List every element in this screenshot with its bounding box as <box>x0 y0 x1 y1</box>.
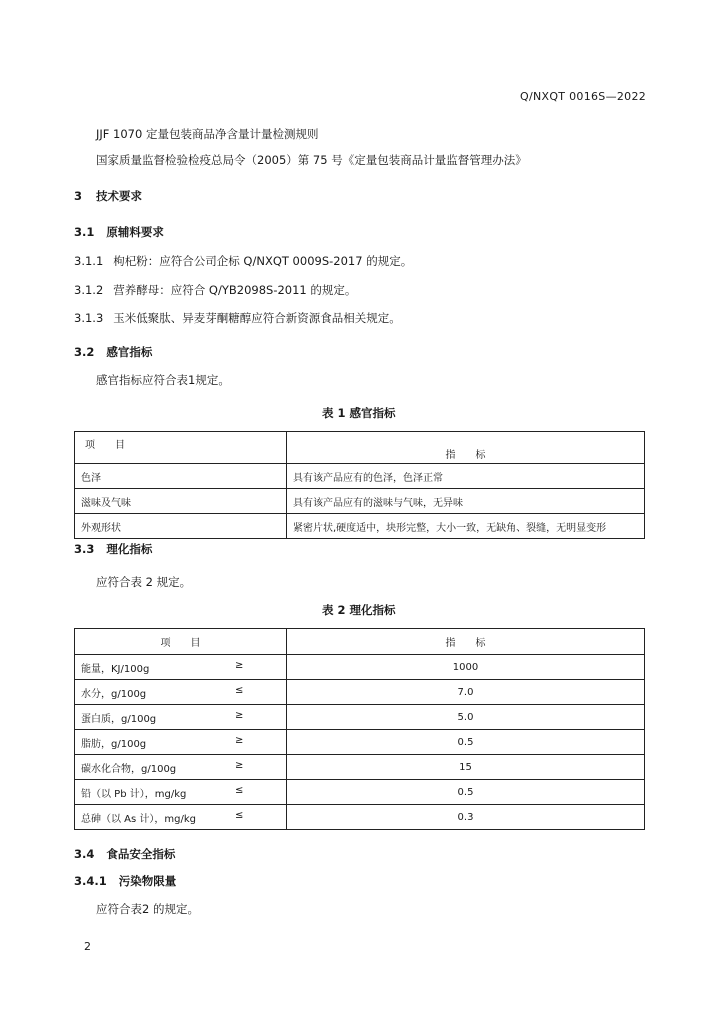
clause-number: 3.1.3 <box>74 311 104 325</box>
table-header-row <box>75 432 645 464</box>
section-number: 3 <box>74 189 83 203</box>
section-title: 污染物限量 <box>118 874 177 888</box>
section-number: 3.4.1 <box>74 874 107 888</box>
clause-text: 枸杞粉：应符合公司企标 Q/NXQT 0009S-2017 的规定。 <box>113 254 413 268</box>
table-cell: 紧密片状,硬度适中，块形完整，大小一致，无缺角、裂缝，无明显变形 <box>287 514 645 539</box>
reference-item: JJF 1070 定量包装商品净含量计量检测规则 <box>96 127 319 141</box>
comparison-operator: ≥ <box>235 709 244 721</box>
clause-number: 3.1.1 <box>74 254 104 268</box>
item-name: 水分，g/100g <box>81 688 147 700</box>
table-cell: 滋味及气味 <box>75 489 287 514</box>
table-row <box>75 705 645 730</box>
section-3-4-1-heading <box>74 873 176 889</box>
table-cell: 色泽 <box>75 464 287 489</box>
table-header-cell: 指 标 <box>287 629 645 655</box>
standard-number: Q/NXQT 0016S—2022 <box>520 90 647 103</box>
table-cell: 0.5 <box>287 730 645 755</box>
table-cell: 外观形状 <box>75 514 287 539</box>
table-row <box>75 489 645 514</box>
section-title: 食品安全指标 <box>106 847 176 861</box>
table-cell <box>75 730 287 755</box>
table-header-cell: 项 目 <box>75 432 287 464</box>
table-cell <box>75 780 287 805</box>
section-3-2-heading <box>74 344 152 360</box>
table-cell <box>75 805 287 830</box>
clause-number: 3.1.2 <box>74 283 104 297</box>
section-number: 3.2 <box>74 345 95 359</box>
table-cell: 具有该产品应有的滋味与气味，无异味 <box>287 489 645 514</box>
item-name: 碳水化合物，g/100g <box>81 763 177 775</box>
table-row <box>75 655 645 680</box>
section-3-2-text: 感官指标应符合表1规定。 <box>96 373 230 387</box>
comparison-operator: ≥ <box>235 759 244 771</box>
section-title: 技术要求 <box>96 189 143 203</box>
table-1-caption: 表 1 感官指标 <box>322 406 396 420</box>
table-cell <box>75 680 287 705</box>
comparison-operator: ≥ <box>235 734 244 746</box>
table-cell <box>75 655 287 680</box>
comparison-operator: ≤ <box>235 784 244 796</box>
section-number: 3.4 <box>74 847 95 861</box>
section-3-heading <box>74 188 142 204</box>
table-cell: 0.5 <box>287 780 645 805</box>
table-row <box>75 730 645 755</box>
table-row <box>75 514 645 539</box>
clause-text: 营养酵母：应符合 Q/YB2098S-2011 的规定。 <box>113 283 357 297</box>
reference-item: 国家质量监督检验检疫总局令（2005）第 75 号《定量包装商品计量监督管理办法》 <box>96 153 527 167</box>
page-number: 2 <box>84 940 92 953</box>
physicochemical-table <box>74 628 645 830</box>
item-name: 能量，KJ/100g <box>81 663 150 675</box>
table-header-row <box>75 629 645 655</box>
table-cell: 具有该产品应有的色泽，色泽正常 <box>287 464 645 489</box>
table-cell: 15 <box>287 755 645 780</box>
section-title: 理化指标 <box>106 542 153 556</box>
table-cell <box>75 705 287 730</box>
clause-text: 玉米低聚肽、异麦芽酮糖醇应符合新资源食品相关规定。 <box>113 311 401 325</box>
item-name: 蛋白质，g/100g <box>81 713 157 725</box>
table-row <box>75 680 645 705</box>
section-title: 原辅料要求 <box>106 225 164 239</box>
comparison-operator: ≥ <box>235 659 244 671</box>
section-3-4-1-text: 应符合表2 的规定。 <box>96 902 199 916</box>
item-name: 总砷（以 As 计），mg/kg <box>81 813 197 825</box>
item-name: 铅（以 Pb 计），mg/kg <box>81 788 187 800</box>
table-row <box>75 805 645 830</box>
table-cell <box>75 755 287 780</box>
section-3-3-text: 应符合表 2 规定。 <box>96 575 192 589</box>
sensory-table <box>74 431 645 539</box>
section-3-4-heading <box>74 846 175 862</box>
table-cell: 7.0 <box>287 680 645 705</box>
table-header-cell: 项 目 <box>75 629 287 655</box>
section-number: 3.3 <box>74 542 95 556</box>
table-header-cell: 指 标 <box>287 432 645 464</box>
table-row <box>75 464 645 489</box>
table-cell: 5.0 <box>287 705 645 730</box>
table-row <box>75 780 645 805</box>
clause-3-1-3 <box>74 310 401 326</box>
table-cell: 1000 <box>287 655 645 680</box>
section-number: 3.1 <box>74 225 95 239</box>
table-cell: 0.3 <box>287 805 645 830</box>
section-title: 感官指标 <box>106 345 153 359</box>
comparison-operator: ≤ <box>235 809 244 821</box>
clause-3-1-2 <box>74 282 356 298</box>
table-2-caption: 表 2 理化指标 <box>322 603 396 617</box>
item-name: 脂肪，g/100g <box>81 738 147 750</box>
table-row <box>75 755 645 780</box>
comparison-operator: ≤ <box>235 684 244 696</box>
clause-3-1-1 <box>74 253 412 269</box>
section-3-3-heading <box>74 541 152 557</box>
section-3-1-heading <box>74 224 164 240</box>
